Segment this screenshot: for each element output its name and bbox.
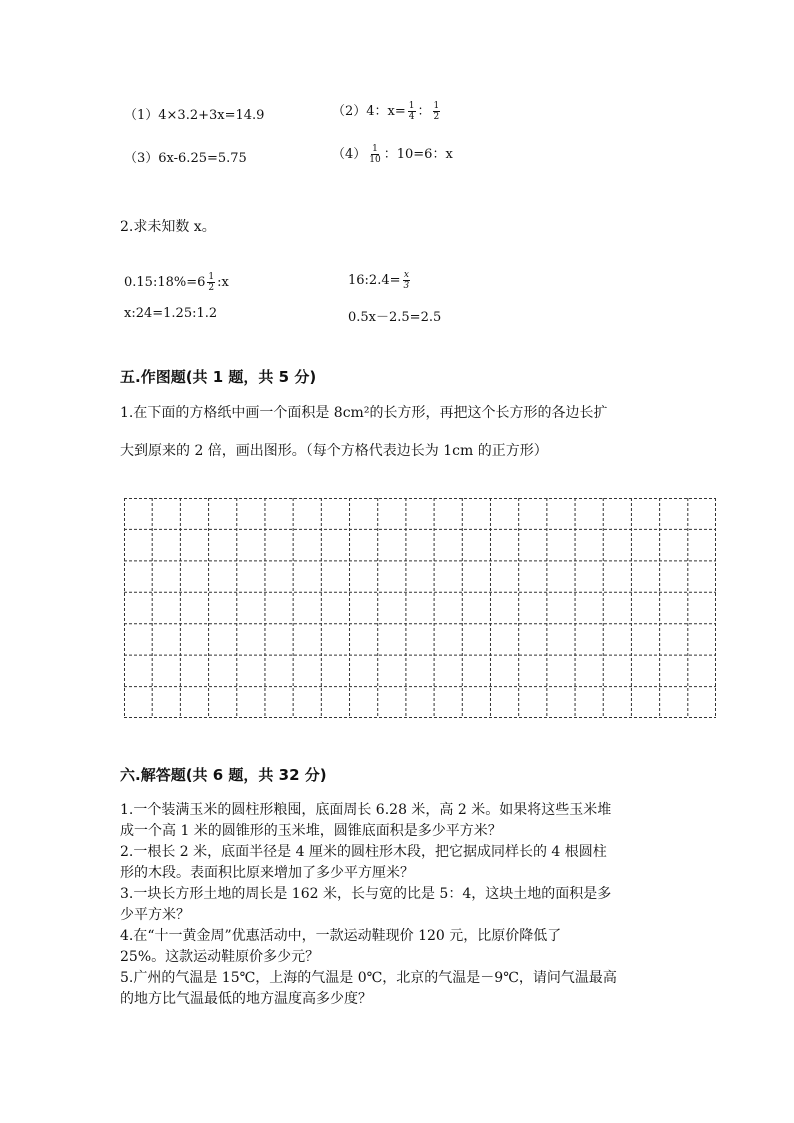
- fraction-numerator: 1: [408, 101, 415, 111]
- problem-line: 4.在“十一黄金周”优惠活动中，一款运动鞋现价 120 元，比原价降低了: [120, 928, 562, 944]
- equation-3: （3）6x-6.25=5.75: [124, 151, 247, 166]
- fraction-one-tenth: [368, 144, 381, 165]
- fraction-denominator: 3: [403, 281, 410, 291]
- equation-2-prefix: （2）4：x=: [332, 104, 406, 119]
- fraction-denominator: 4: [408, 112, 415, 122]
- equation-1: （1）4×3.2+3x=14.9: [124, 108, 265, 123]
- graph-paper-svg: [124, 498, 716, 718]
- section-heading-drawing: 五.作图题(共 1 题，共 5 分): [120, 368, 317, 386]
- fraction-one-half: [433, 101, 441, 122]
- solve-equation-4: 0.5x－2.5=2.5: [348, 310, 442, 325]
- word-problems-block: [120, 800, 617, 1010]
- problem-line: 成一个高 1 米的圆锥形的玉米堆，圆锥底面积是多少平方米？: [120, 823, 502, 839]
- fraction-numerator: 1: [208, 272, 215, 282]
- problem-line: 3.一块长方形土地的周长是 162 米，长与宽的比是 5：4，这块土地的面积是多: [120, 886, 612, 902]
- problem-line: 的地方比气温最低的地方温度高多少度？: [120, 991, 372, 1007]
- solve-equation-1-prefix: 0.15:18%=6: [124, 275, 206, 290]
- solve-equation-2: [348, 270, 412, 291]
- fraction-denominator: 10: [369, 155, 381, 165]
- equation-4-prefix: （4）: [332, 147, 367, 162]
- ratio-separator: ：: [417, 104, 431, 119]
- solve-equation-2-prefix: 16:2.4=: [348, 273, 401, 288]
- fraction-numerator: 1: [433, 101, 440, 111]
- section-heading-word-problems: 六.解答题(共 6 题，共 32 分): [120, 766, 327, 784]
- problem-line: 少平方米？: [120, 907, 190, 923]
- drawing-question-line-1: 1.在下面的方格纸中画一个面积是 8cm²的长方形，再把这个长方形的各边长扩: [120, 405, 608, 421]
- fraction-numerator: x: [403, 270, 409, 280]
- fraction-one-half: [207, 272, 215, 293]
- drawing-question-line-2: 大到原来的 2 倍，画出图形。（每个方格代表边长为 1cm 的正方形）: [120, 443, 548, 459]
- equation-4-suffix: ：10=6：x: [383, 147, 453, 162]
- fraction-denominator: 2: [208, 283, 215, 293]
- equation-2: [332, 100, 442, 122]
- problem-line: 25%。这款运动鞋原价多少元？: [120, 949, 320, 965]
- solve-equation-1: [124, 272, 229, 293]
- problem-line: 5.广州的气温是 15℃，上海的气温是 0℃，北京的气温是－9℃，请问气温最高: [120, 970, 617, 986]
- equation-4: [332, 143, 453, 165]
- fraction-x-over-3: [403, 270, 411, 291]
- problem-line: 形的木段。表面积比原来增加了多少平方厘米？: [120, 865, 414, 881]
- question-title-solve-x: 2.求未知数 x。: [120, 219, 216, 235]
- solve-equation-3: x:24=1.25:1.2: [124, 306, 218, 321]
- fraction-numerator: 1: [372, 144, 378, 154]
- solve-equation-1-suffix: :x: [217, 275, 229, 290]
- fraction-one-quarter: [408, 101, 416, 122]
- problem-line: 1.一个装满玉米的圆柱形粮囤，底面周长 6.28 米，高 2 米。如果将这些玉米堆: [120, 802, 612, 818]
- graph-paper-grid[interactable]: [124, 498, 716, 718]
- fraction-denominator: 2: [433, 112, 440, 122]
- problem-line: 2.一根长 2 米，底面半径是 4 厘米的圆柱形木段，把它据成同样长的 4 根圆柱: [120, 844, 607, 860]
